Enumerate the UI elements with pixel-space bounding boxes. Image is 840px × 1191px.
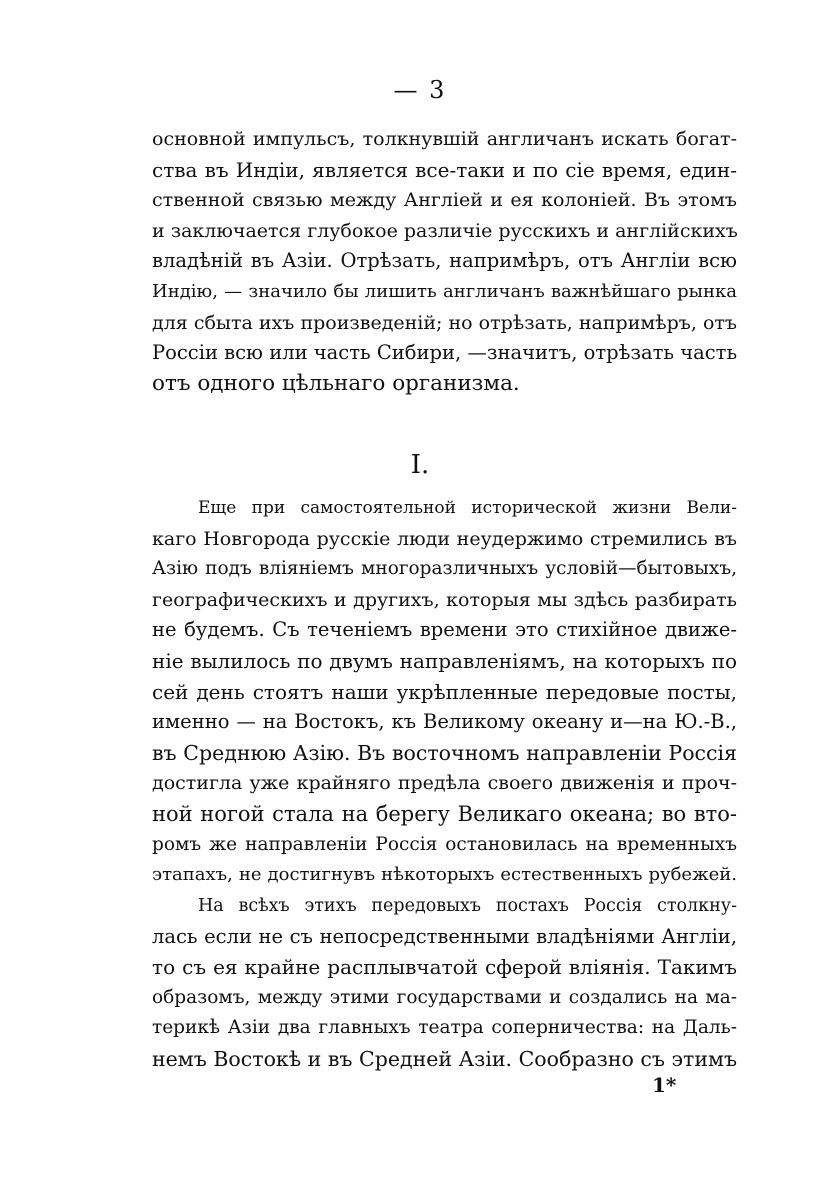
text-line: ства въ Индіи, является все-таки и по сіе время, един- [152,157,737,182]
text-line: немъ Востокѣ и въ Средней Азіи. Сообразно съ этимъ [152,1046,737,1071]
text-line: отъ одного цѣльнаго организма. [152,370,520,396]
text-line: географическихъ и другихъ, которыя мы здѣсь разбирать [152,588,737,611]
text-line: въ Среднюю Азію. Въ восточномъ направленіи Россія [152,740,737,765]
text-line: Еще при самостоятельной исторической жизни Вели- [198,498,737,518]
text-line: ственной связью между Англіей и ея колоніей. Въ этомъ [152,189,737,212]
text-line: для сбыта ихъ произведеній; но отрѣзать, напримѣръ, отъ [152,311,737,334]
text-line: Азію подъ вліяніемъ многоразличныхъ условій—бытовыхъ, [152,558,737,580]
paragraph-section-1 [152,493,737,891]
paragraph-section-2 [152,891,737,1075]
text-line: не будемъ. Съ теченіемъ времени это стихійное движе- [152,618,737,642]
text-line: достигла уже крайняго предѣла своего движенія и проч- [152,772,737,795]
signature-mark: 1* [652,1073,677,1097]
text-line: ной ногой стала на берегу Великаго океана; во вто- [152,801,737,826]
section-heading: I. [410,450,430,480]
text-line: образомъ, между этими государствами и создались на ма- [152,986,737,1008]
text-line: Россіи всю или часть Сибири, —значитъ, отрѣзать часть [152,341,738,365]
text-line: основной импульсъ, толкнувшій англичанъ искать богат- [152,128,737,150]
text-line: и заключается глубокое различіе русскихъ и англійскихъ [152,219,738,242]
text-line: этапахъ, не достигнувъ нѣкоторыхъ естественныхъ рубежей. [152,864,737,886]
text-line: именно — на Востокъ, къ Великому океану и—на Ю.-В., [152,710,737,734]
text-line: ромъ же направленіи Россія остановилась на временныхъ [152,833,737,855]
text-line: На всѣхъ этихъ передовыхъ постахъ Россія столкну- [198,896,737,916]
text-line: лась если не съ непосредственными владѣніями Англіи, [152,924,737,948]
text-line: ніе вылилось по двумъ направленіямъ, на которыхъ по [152,648,737,673]
text-line: владѣній въ Азіи. Отрѣзать, напримѣръ, отъ Англіи всю [152,249,737,273]
text-line: терикѣ Азіи два главныхъ театра соперничества: на Даль- [152,1017,737,1039]
text-line: каго Новгорода русскіе люди неудержимо стремились въ [152,527,737,550]
text-line: то съ ея крайне расплывчатой сферой вліянія. Такимъ [152,955,737,980]
page-number: — 3 [393,76,447,104]
text-line: сей день стоятъ наши укрѣпленные передовые посты, [152,679,737,704]
text-line: Индію, — значило бы лишить англичанъ важнѣйшаго рынка [152,280,737,302]
paragraph-intro [152,124,737,399]
